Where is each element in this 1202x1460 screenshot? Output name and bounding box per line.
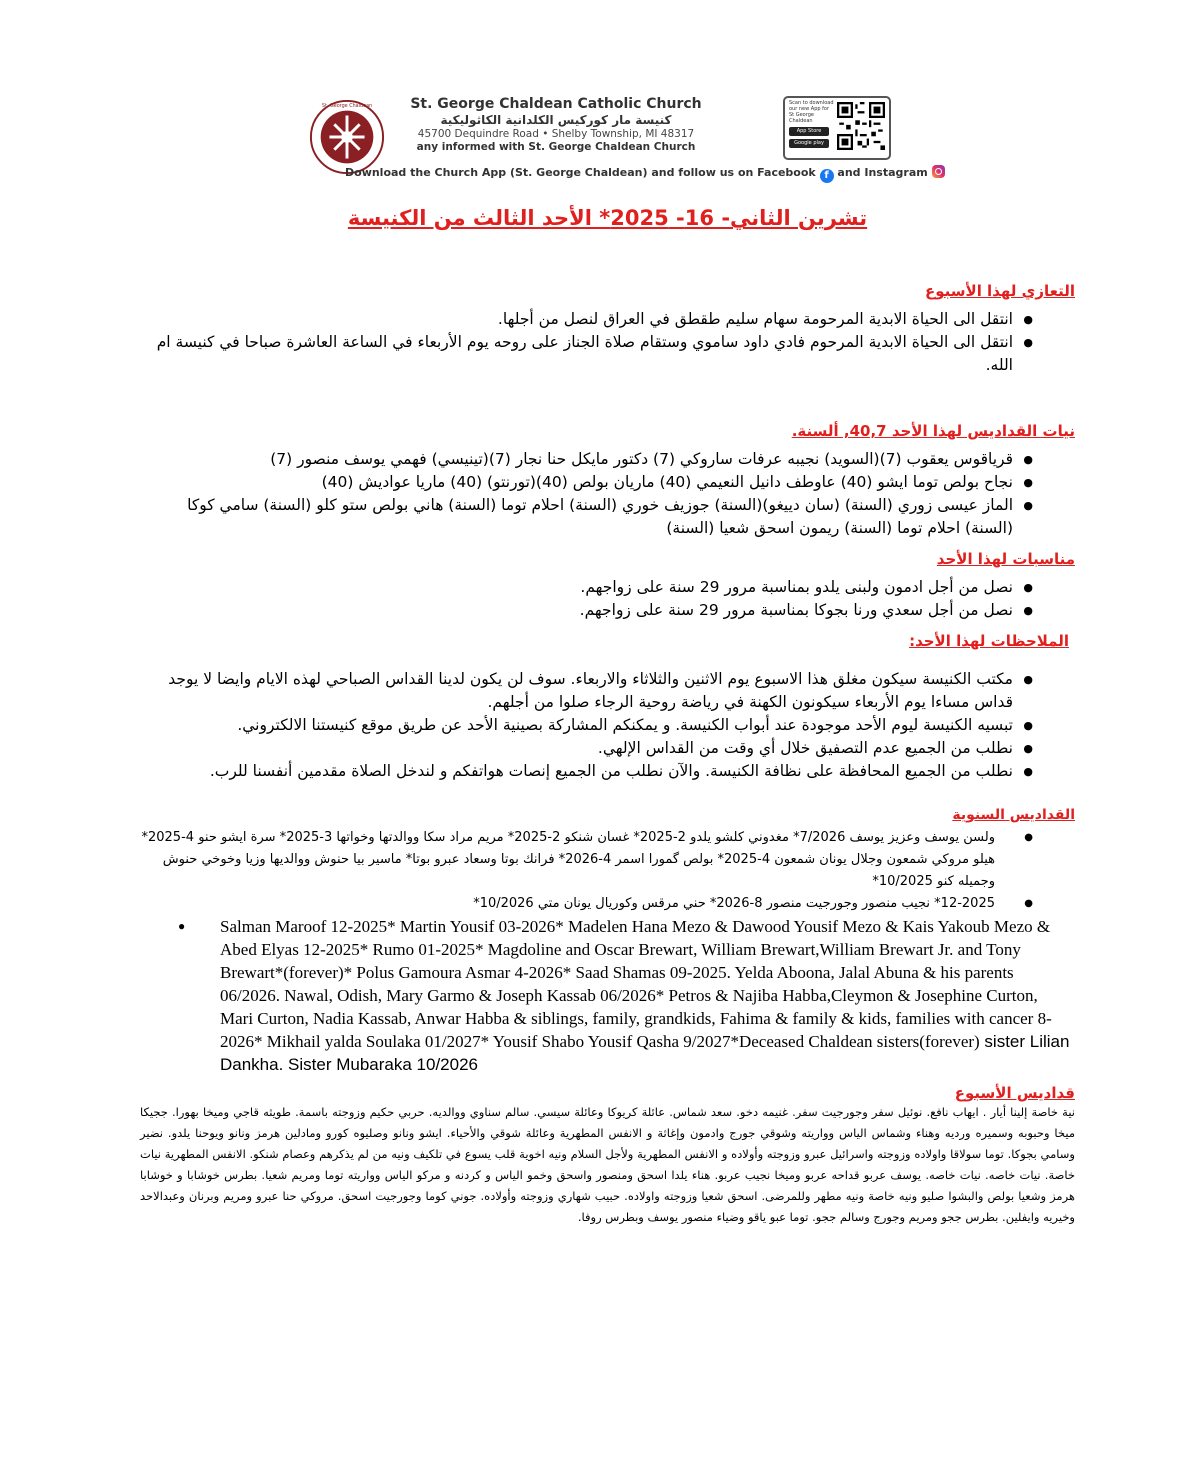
list-item: ● 12-2025* نجيب منصور وجورجيت منصور 8-2026* حني مرقس وكوريال يونان متي 10/2026* [140,893,1075,915]
church-name-en: St. George Chaldean Catholic Church [410,96,702,112]
facebook-icon[interactable]: f [820,169,834,183]
list-item: ● انتقل الى الحياة الابدية المرحومة سهام سليم طقطق في العراق لنصل من أجلها. [140,308,1075,331]
annual-english-sans: sister Lilian Dankha. Sister Mubaraka 10/2026 [220,1032,1070,1074]
church-address: 45700 Dequindre Road • Shelby Township, MI 48317 [417,128,695,140]
list-item: ● تبسيه الكنيسة ليوم الأحد موجودة عند أبواب الكنيسة. و يمكنكم المشاركة بصينية الأحد عن طريق موقع كنيستنا الالكتروني. [140,714,1075,737]
list-item: ● نصل من أجل سعدي ورنا بجوكا بمناسبة مرور 29 سنة على زواجهم. [140,599,1075,622]
bulletin-body [140,200,1075,1228]
annual-english-serif: Salman Maroof 12-2025* Martin Yousif 03-2026* Madelen Hana Mezo & Dawood Yousif Mezo & Kais Yakoub Mezo & Abed Elyas 12-2025* Rumo 01-2025* Magdoline and Oscar Brewart, William Brewart,William Brewart Jr. and Tony Brewart*(forever)* Polus Gamoura Asmar 4-2026* Saad Shamas 09-2025. Yelda Aboona, Jalal Abuna & his parents 06/2026. Nawal, Odish, Mary Garmo & Joseph Kassab 06/2026* Petros & Najiba Habba,Cleymon & Josephine Curton, Mari Curton, Nadia Kassab, Anwar Habba & siblings, family, grandkids, Fahima & family & kids, families with cancer 8-2026* Mikhail yalda Soulaka 01/2027* Yousif Shabo Yousif Qasha 9/2027*Deceased Chaldean sisters(forever) [220,917,1052,1051]
condolences-heading: التعازي لهذا الأسبوع [925,282,1075,300]
qr-caption-block [789,100,835,148]
annual-masses-english [148,915,1075,1076]
occasions-list [140,576,1075,622]
google-play-badge[interactable]: Google play [789,139,829,148]
church-header [300,92,928,187]
church-identity [396,96,716,153]
list-item: ● الماز عيسى زوري (السنة) (سان دييغو)(السنة) جوزيف خوري (السنة) احلام توما (السنة) هاني بولص ستو كلو (السنة) سامي كوكا (السنة) احلام توما (السنة) ريمون اسحق شعيا (السنة) [140,494,1075,540]
church-info-line: any informed with St. George Chaldean Church [416,141,696,153]
weekly-masses-heading: قداديس الأسبوع [954,1084,1075,1102]
app-store-badge[interactable]: App Store [789,127,829,136]
social-download-line [345,165,928,183]
annual-masses-heading: القداديس السنوية [952,807,1075,823]
mass-intentions-list [140,448,1075,540]
list-item: ● نطلب من الجميع عدم التصفيق خلال أي وقت من القداس الإلهي. [140,737,1075,760]
list-item: ● قرياقوس يعقوب (7)(السويد) نجيبه عرفات ساروكي (7) دكتور مايكل حنا نجار (7)(تينيسي) فهمي يوسف منصور (7) [140,448,1075,471]
list-item: ● نطلب من الجميع المحافظة على نظافة الكنيسة. والآن نطلب من الجميع إنصات هواتفكم و لندخل الصلاة مقدمين أنفسنا للرب. [140,760,1075,783]
list-item: ● انتقل الى الحياة الابدية المرحوم فادي داود ساموي وستقام صلاة الجناز على روحه يوم الأربعاء في الساعة العاشرة صباحا في كنيسة ام الله. [140,331,1075,377]
notes-list [140,668,1075,783]
annual-masses-list [140,827,1075,915]
notes-heading: الملاحظات لهذا الأحد: [909,632,1069,650]
qr-code-icon[interactable] [837,102,885,150]
instagram-icon[interactable] [932,165,945,178]
weekly-masses-text: نية خاصة إلينا أيار . ايهاب نافع. نوئيل سفر وجورجيت سفر. غنيمه دخو. سعد شماس. عائلة كريوكا وعائلة سيسي. سالم سناوي ووالديه. حربي حكيم وزوجته باسمة. طويثه قاجي وميخا بهورا. ججيكا ميخا وحبوبه وسميره ورديه وهناء وشماس الياس وواريته وشوقي جورج وادمون وإغاثة و الانفس المطهرية وعائلة شوقي والأحياء. ايشو ونانو وصليوه كورو ومادلين هرمز ونانو ويوحنا يلدو. نضير وسامي بجوكا. توما سولاقا واولاده وزوجته واسرائيل عبرو وزوجته وأولاده و الانفس المطهرية ولأجل السلام ونيه اخوية قلب يسوع في تلكيف ونيه من لم يذكرهم وعصام شنكو. الانفس المطهرية نيات خاصة. نيات خاصه. نيات خاصه. يوسف عربو قداحه عربو وميخا نجيب عربو. هناء يلدا اسحق ومنصور واسحق وخمو الياس و كردنه و مركو الياس وواريته توما ومريم شعيا. بطرس خوشابا و خوشابا هرمز وشعيا بولص والبشوا صليو ونيه خاصة ونيه مطهر وللمرضى. اسحق شعيا وزوجته واولاده. حبيب شهاري وزوجته وأولاده. جوني كوما وجورجيت اسحق. مروكي حنا عبرو ومريم وبرنان وعبدالاحد وخيريه وايفلين. بطرس ججو ومريم وجورج وسالم ججو. توما عبو ياقو وضياء منصور يوسف وبطرس روفا. [140,1105,1075,1224]
download-app-text: Download the Church App (St. George Chaldean) and follow us on Facebook [345,166,816,179]
list-item: ● نجاح بولص توما ايشو (40) عاوطف دانيل النعيمي (40) ماريان بولص (40)(تورنتو) (40) ماريا عواديش (40) [140,471,1075,494]
list-item: ● نصل من أجل ادمون ولبنى يلدو بمناسبة مرور 29 سنة على زواجهم. [140,576,1075,599]
qr-caption: Scan to download our new App for St George Chaldean [789,100,834,124]
list-item: ● ولسن يوسف وعزيز يوسف 7/2026* مغدوني كلشو يلدو 2-2025* غسان شنكو 2-2025* مريم مراد سكا ووالدتها وخواتها 3-2025* سرة ايشو حنو 4-2025* هيلو مروكي شمعون وجلال يونان شمعون 4-2025* بولص گمورا اسمر 4-2026* فرانك بوتا وسعاد عبرو بوتا* ماسير بيا حنوش ووالديها وزيا وخوخي حنوش وجميله كنو 10/2025* [140,827,1075,893]
church-name-ar: كنيسة مار كوركيس الكلدانية الكاثوليكية [440,113,672,127]
condolences-list [140,308,1075,377]
page-title: تشرين الثاني- 16- 2025* الأحد الثالث من الكنيسة [347,206,868,230]
list-item: ● مكتب الكنيسة سيكون مغلق هذا الاسبوع يوم الاثنين والثلاثاء والاربعاء. سوف لن يكون لدينا القداس الصباحي لهذه الايام وايضا لا يوجد قداس مساءا يوم الأربعاء سيكونون الكهنة في رياضة روحية الرجاء صلوا من أجلهم. [140,668,1075,714]
mass-intentions-heading: نيات القداديس لهذا الأحد 40,7, ألسنة. [791,422,1075,440]
app-qr-card[interactable] [783,96,891,160]
occasions-heading: مناسبات لهذا الأحد [936,550,1075,568]
svg-text:St. George Chaldean: St. George Chaldean [321,102,373,109]
and-instagram-text: and Instagram [837,166,928,179]
